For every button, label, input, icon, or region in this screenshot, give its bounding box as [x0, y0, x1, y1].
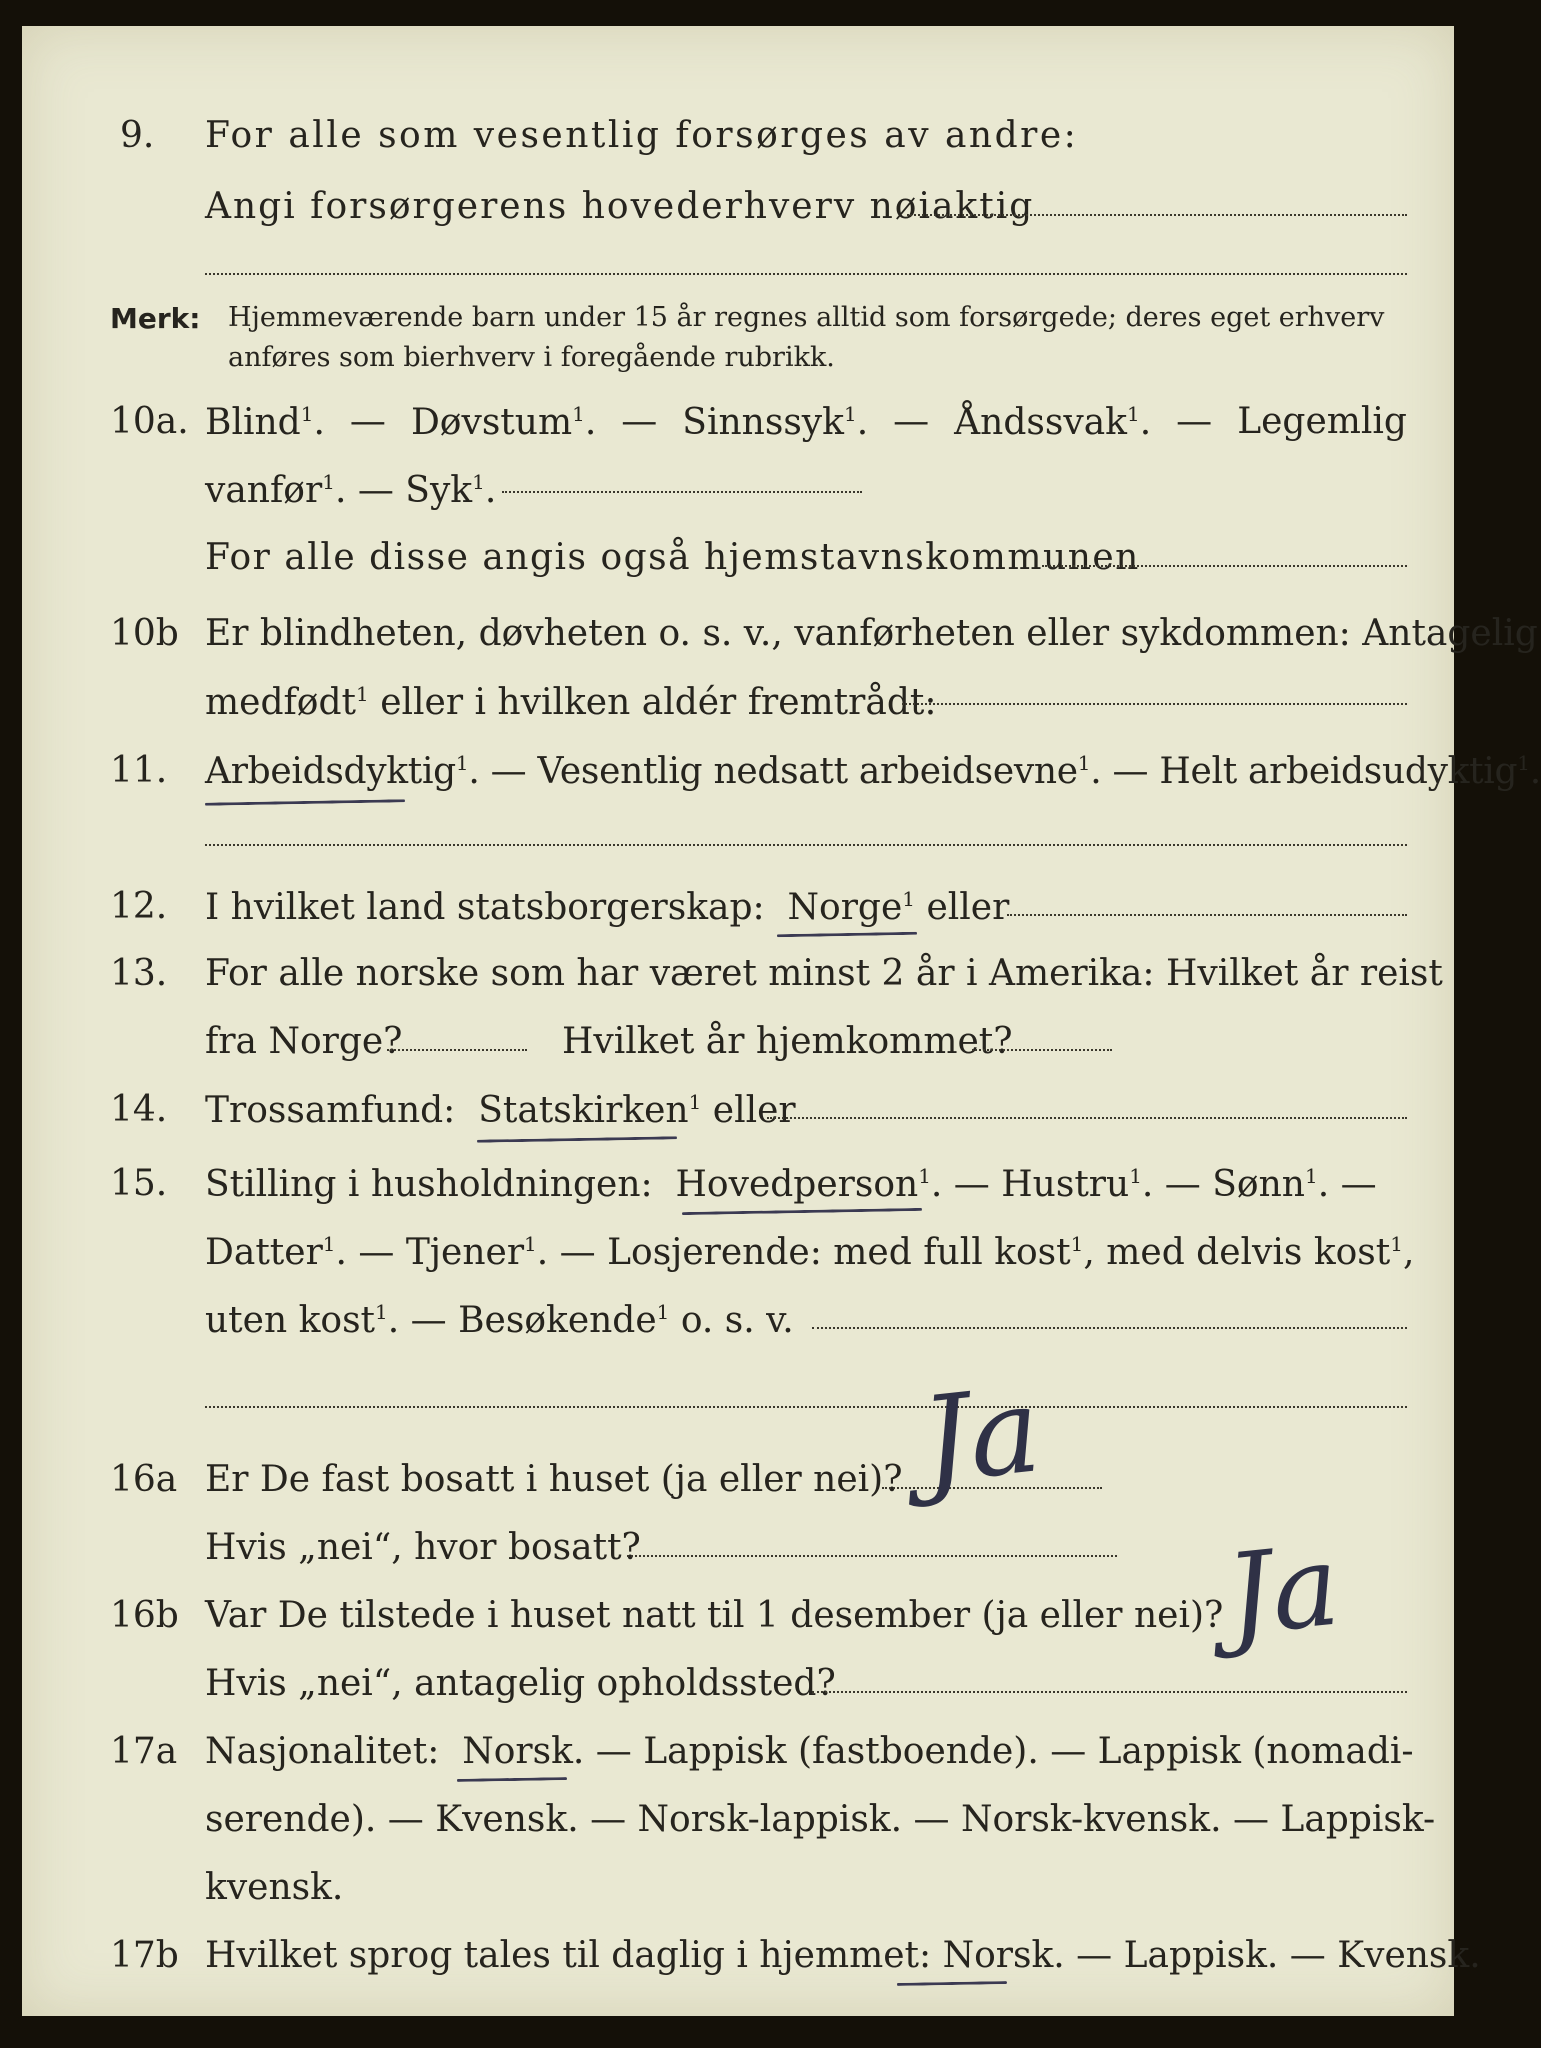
q9-answer-line [907, 214, 1407, 216]
q12-line [205, 889, 1009, 926]
footnote-mark: 1 [843, 402, 857, 426]
q14-eller: eller [712, 1090, 796, 1131]
footnote-mark: 1 [524, 1232, 537, 1256]
option-norsk-sprog: Norsk. [942, 1935, 1065, 1976]
item-number-11: 11. [110, 750, 168, 791]
q17a-line2: serende). — Kvensk. — Norsk-lappisk. — Norsk-kvensk. — Lappisk- [205, 1799, 1436, 1840]
footnote-mark: 1 [572, 402, 585, 426]
item-number-13: 13. [110, 953, 168, 994]
option-syk: Syk [405, 470, 473, 511]
q13-line1: For alle norske som har været minst 2 år i Amerika: Hvilket år reist [205, 953, 1443, 994]
q16b-line2: Hvis „nei“, antagelig opholdssted? [205, 1663, 836, 1704]
merk-label: Merk: [110, 302, 201, 335]
q11-line: Arbeidsdyktig$^1$. — Vesentlig nedsatt arbeidsevne$^1$. — Helt arbeidsudyktig$^1$. [205, 751, 1541, 792]
item-number-17a: 17a [110, 1731, 178, 1772]
option-nedsatt: Vesentlig nedsatt arbeidsevne [537, 751, 1078, 792]
q16b-line1: Var De tilstede i huset natt til 1 desember (ja eller nei)? [205, 1595, 1224, 1636]
q17b-label: Hvilket sprog tales til daglig i hjemmet: [205, 1935, 932, 1976]
option-besokende: Besøkende [458, 1300, 657, 1341]
item-number-14: 14. [110, 1089, 168, 1130]
q16a-line2: Hvis „nei“, hvor bosatt? [205, 1527, 641, 1568]
footnote-mark: 1 [300, 402, 314, 426]
q13-fra-norge: fra Norge? [205, 1021, 403, 1062]
footnote-mark: 1 [1077, 751, 1091, 775]
q9-line1: For alle som vesentlig forsørges av andre: [205, 115, 1079, 156]
option-hustru: Hustru [1001, 1164, 1130, 1205]
item-number-16b: 16b [110, 1595, 179, 1636]
option-arbeidsdyktig: Arbeidsdyktig [205, 751, 456, 792]
q17a-line1 [205, 1731, 1414, 1772]
option-tjener: Tjener [405, 1232, 525, 1273]
q10a-line2: vanfør$^1$. — Syk$^1$. [205, 470, 497, 511]
q10a-line1: Blind$^1$. — Døvstum$^1$. — Sinnssyk$^1$. — Åndssvak$^1$. — Legemlig [205, 401, 1407, 443]
option-dovstum: Døvstum [410, 402, 573, 443]
item-number-16a: 16a [110, 1459, 178, 1500]
q17b-line [205, 1935, 1481, 1976]
q10b-line1: Er blindheten, døvheten o. s. v., vanførheten eller sykdommen: Antagelig [205, 613, 1538, 654]
option-delvis-kost: med delvis kost [1106, 1232, 1391, 1273]
q15-answer-line [812, 1327, 1407, 1329]
option-norsk: Norsk. [462, 1731, 585, 1772]
q17a-rest: — Lappisk (fastboende). — Lappisk (nomadi- [595, 1731, 1414, 1772]
q14-line [205, 1092, 796, 1129]
footnote-mark: 1 [375, 1300, 388, 1324]
q12-answer-line [1007, 914, 1407, 916]
option-sonn: Sønn [1212, 1164, 1305, 1205]
option-uten-kost: uten kost [205, 1300, 376, 1341]
dash: — [349, 401, 386, 442]
option-legemlig: Legemlig [1237, 401, 1407, 442]
q15-answer-line-2 [205, 1406, 1407, 1408]
item-number-9: 9. [120, 115, 155, 156]
footnote-mark: 1 [322, 1232, 336, 1256]
dash: — [1176, 401, 1213, 442]
q10b-answer-line [902, 703, 1407, 705]
q15-osv: o. s. v. [680, 1300, 794, 1341]
merk-line2: anføres som bierhverv i foregående rubrikk. [228, 342, 835, 373]
option-blind: Blind [205, 402, 301, 443]
q15-line1: Stilling i husholdningen: Hovedperson$^1$. — Hustru$^1$. — Sønn$^1$. — [205, 1164, 1377, 1205]
q15-label: Stilling i husholdningen: [205, 1164, 653, 1205]
footnote-mark: 1 [472, 470, 485, 494]
item-number-10b: 10b [110, 613, 179, 654]
footnote-mark: 1 [902, 887, 916, 911]
footnote-mark: 1 [1517, 751, 1530, 775]
q12-text: I hvilket land statsborgerskap: [205, 887, 765, 928]
q14-answer-line [767, 1117, 1407, 1119]
option-losjerende: Losjerende: [607, 1232, 822, 1273]
q13-hjemkommet: Hvilket år hjemkommet? [562, 1021, 1013, 1062]
handwritten-underline-norge [777, 932, 917, 937]
footnote-mark: 1 [1129, 1164, 1142, 1188]
q16b-opholdssted-line [812, 1691, 1407, 1693]
q10b-line2 [205, 684, 936, 721]
option-norge: Norge [787, 887, 903, 928]
option-medfodt: medfødt [205, 682, 356, 723]
option-vanfor: vanfør [205, 470, 323, 511]
footnote-mark: 1 [918, 1164, 931, 1188]
q14-label: Trossamfund: [205, 1090, 456, 1131]
option-statskirken: Statskirken [478, 1090, 689, 1131]
option-sinnssyk: Sinnssyk [682, 402, 844, 443]
option-full-kost: med full kost [833, 1232, 1071, 1273]
footnote-mark: 1 [656, 1300, 670, 1324]
handwritten-underline-arbeidsdyktig [205, 799, 405, 805]
footnote-mark: 1 [688, 1090, 702, 1114]
item-number-15: 15. [110, 1163, 168, 1204]
footnote-mark: 1 [1304, 1164, 1318, 1188]
footnote-mark: 1 [1126, 402, 1140, 426]
q16a-line1: Er De fast bosatt i huset (ja eller nei)? [205, 1459, 903, 1500]
merk-line1: Hjemmeværende barn under 15 år regnes alltid som forsørgede; deres eget erhverv [228, 302, 1385, 333]
item-number-10a: 10a. [110, 401, 189, 442]
handwritten-underline-statskirken [477, 1136, 677, 1142]
q10b-line2-rest: eller i hvilken aldér fremtrådt: [380, 682, 937, 723]
q16a-bosatt-line [627, 1555, 1117, 1557]
q9-line2: Angi forsørgerens hovederhverv nøiaktig [205, 186, 1035, 227]
q15-line3: uten kost$^1$. — Besøkende$^1$ o. s. v. [205, 1300, 794, 1341]
q13-fra-line [387, 1049, 527, 1051]
q10a-hjemstavn-line [1042, 565, 1407, 567]
footnote-mark: 1 [1390, 1232, 1403, 1256]
option-datter: Datter [205, 1232, 323, 1273]
footnote-mark: 1 [455, 751, 469, 775]
handwritten-answer-16a: Ja [915, 1360, 1047, 1510]
handwritten-answer-16b: Ja [1220, 1520, 1346, 1662]
item-number-12: 12. [110, 886, 168, 927]
q10a-line3: For alle disse angis også hjemstavnskommunen [205, 537, 1140, 578]
handwritten-underline-norsk-sprog [897, 1981, 1007, 1986]
census-form-page [22, 26, 1541, 2016]
footnote-mark: 1 [322, 470, 335, 494]
option-udyktig: Helt arbeidsudyktig [1159, 751, 1518, 792]
item-number-17b: 17b [110, 1935, 179, 1976]
handwritten-underline-norsk [457, 1777, 567, 1782]
q9-answer-line-2 [205, 273, 1407, 275]
option-andssvak: Åndssvak [954, 402, 1127, 443]
handwritten-underline-hovedperson [682, 1208, 922, 1215]
option-hovedperson: Hovedperson [675, 1164, 919, 1205]
q15-line2: Datter$^1$. — Tjener$^1$. — Losjerende: med full kost$^1$, med delvis kost$^1$, [205, 1232, 1415, 1273]
dash: — [621, 401, 658, 442]
footnote-mark: 1 [356, 682, 369, 706]
q12-eller: eller [926, 887, 1010, 928]
q10a-answer-line [502, 491, 862, 493]
q17b-rest: — Lappisk. — Kvensk. [1076, 1935, 1481, 1976]
footnote-mark: 1 [1070, 1232, 1084, 1256]
dash: — [357, 470, 394, 511]
q17a-label: Nasjonalitet: [205, 1731, 440, 1772]
q13-hjem-line [972, 1049, 1112, 1051]
q17a-line3: kvensk. [205, 1867, 344, 1908]
q11-answer-line [205, 844, 1407, 846]
dash: — [893, 401, 930, 442]
